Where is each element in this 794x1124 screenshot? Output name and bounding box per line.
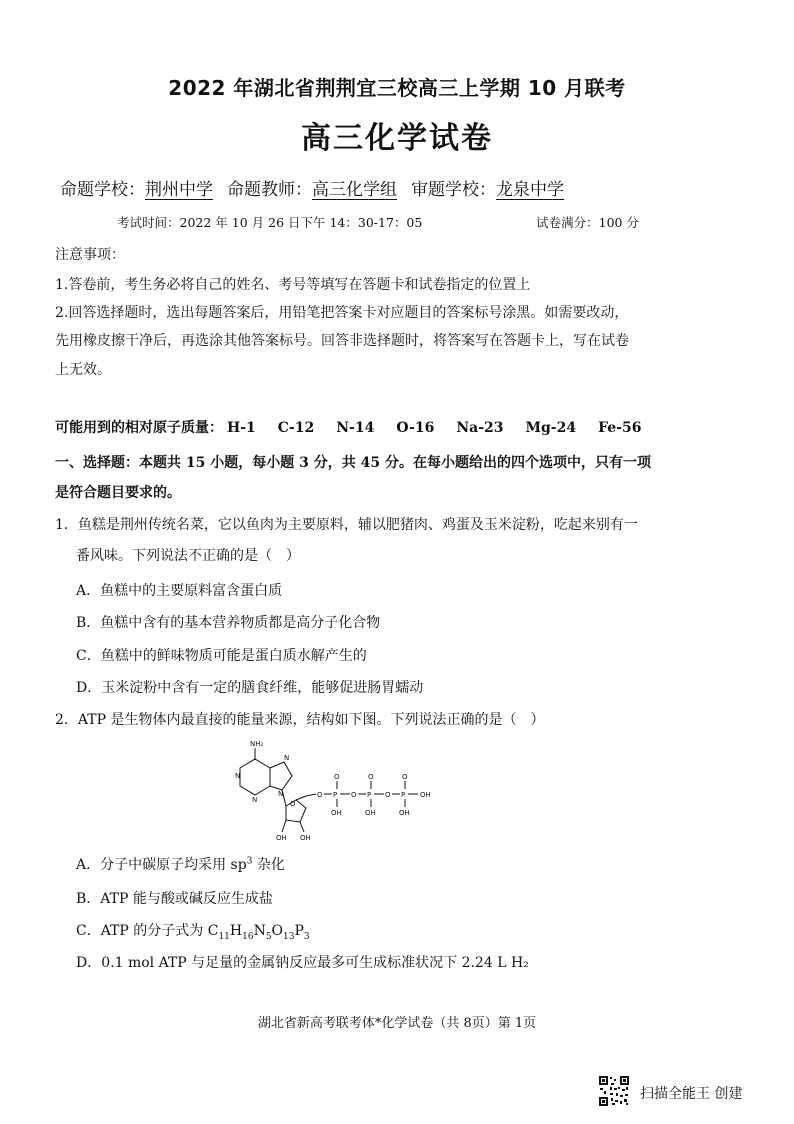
note-item-2-line-2: 先用橡皮擦干净后，再选涂其他答案标号。回答非选择题时，将答案写在答题卡上，写在试卷 xyxy=(55,333,629,349)
ester-oxygen-label: O xyxy=(317,791,323,799)
nh2-label: NH₂ xyxy=(250,740,264,748)
mass-n: N-14 xyxy=(336,420,375,436)
review-school: 龙泉中学 xyxy=(496,180,564,200)
exam-info-row xyxy=(117,213,639,231)
exam-time: 考试时间：2022 年 10 月 26 日下午 14：30-17：05 xyxy=(117,215,423,230)
q2-stem: 2．ATP 是生物体内最直接的能量来源，结构如下图。下列说法正确的是（ ） xyxy=(55,712,545,728)
n-label-2: N xyxy=(252,796,258,804)
q2-option-d: D．0.1 mol ATP 与足量的金属钠反应最多可生成标准状况下 2.24 L H₂ xyxy=(76,955,529,971)
q1-option-d: D．玉米淀粉中含有一定的膳食纤维，能够促进肠胃蠕动 xyxy=(76,680,424,696)
atp-structure-diagram xyxy=(220,736,440,846)
phosphorus-label-3: P xyxy=(401,791,406,799)
note-item-1: 1.答卷前，考生务必将自己的姓名、考号等填写在答题卡和试卷指定的位置上 xyxy=(55,277,531,293)
page-footer: 湖北省新高考联考体*化学试卷（共 8页）第 1页 xyxy=(257,1016,537,1031)
p3-double-oxygen-label: O xyxy=(402,773,408,781)
phosphorus-label-1: P xyxy=(333,791,338,799)
note-item-2-line-3: 上无效。 xyxy=(55,362,111,378)
q1-option-b: B．鱼糕中含有的基本营养物质都是高分子化合物 xyxy=(76,615,381,631)
phosphorus-label-2: P xyxy=(367,791,372,799)
n-label-4: N xyxy=(278,790,284,798)
bridge-oxygen-label-2: O xyxy=(385,791,391,799)
school-name: 荆州中学 xyxy=(145,180,213,200)
full-score: 试卷满分：100 分 xyxy=(536,215,639,230)
atomic-masses-label: 可能用到的相对原子质量： xyxy=(55,420,223,436)
terminal-oh-label: OH xyxy=(420,791,431,799)
p2-double-oxygen-label: O xyxy=(368,773,374,781)
sugar-oh-label-1: OH xyxy=(300,834,311,842)
p1-double-oxygen-label: O xyxy=(334,773,340,781)
p3-oh-label: OH xyxy=(399,809,410,817)
qr-code-icon xyxy=(598,1075,630,1107)
teacher-name: 高三化学组 xyxy=(312,180,397,200)
notes-title: 注意事项： xyxy=(55,247,125,263)
section1-line-1: 一、选择题：本题共 15 小题，每小题 3 分，共 45 分。在每小题给出的四个选项中，只有一项 xyxy=(55,455,651,471)
teacher-label: 命题教师： xyxy=(227,180,312,200)
q2-option-a: A．分子中碳原子均采用 $sp^3$ 杂化 xyxy=(76,856,285,873)
mass-fe: Fe-56 xyxy=(598,420,642,436)
subject-title: 高三化学试卷 xyxy=(301,121,493,156)
q2-option-c: C．ATP 的分子式为 $C_{11}H_{16}N_5O_{13}P_3$ xyxy=(76,923,310,942)
review-label: 审题学校： xyxy=(411,180,496,200)
mass-c: C-12 xyxy=(277,420,315,436)
atomic-masses xyxy=(55,417,663,437)
school-label: 命题学校： xyxy=(60,180,145,200)
p2-oh-label: OH xyxy=(365,809,376,817)
scanner-watermark: 扫描全能王 创建 xyxy=(640,1086,743,1102)
n-label-1: N xyxy=(235,772,241,780)
exam-title: 2022 年湖北省荆荆宜三校高三上学期 10 月联考 xyxy=(168,76,626,100)
n-label-3: N xyxy=(284,754,290,762)
p1-oh-label: OH xyxy=(331,809,342,817)
q1-option-c: C．鱼糕中的鲜味物质可能是蛋白质水解产生的 xyxy=(76,648,367,664)
ring-oxygen-label: O xyxy=(290,800,296,808)
mass-na: Na-23 xyxy=(456,420,504,436)
q1-stem-line-2: 番风味。下列说法不正确的是（ ） xyxy=(76,548,300,564)
mass-h: H-1 xyxy=(227,420,256,436)
note-item-2-line-1: 2.回答选择题时，选出每题答案后，用铅笔把答案卡对应题目的答案标号涂黑。如需要改动， xyxy=(55,305,629,321)
q1-option-a: A．鱼糕中的主要原料富含蛋白质 xyxy=(76,583,283,599)
q2-option-b: B．ATP 能与酸或碱反应生成盐 xyxy=(76,891,273,907)
mass-mg: Mg-24 xyxy=(525,420,577,436)
authors-line xyxy=(60,175,564,200)
section1-line-2: 是符合题目要求的。 xyxy=(55,485,181,501)
q1-stem-line-1: 1．鱼糕是荆州传统名菜，它以鱼肉为主要原料，辅以肥猪肉、鸡蛋及玉米淀粉，吃起来别有一 xyxy=(55,517,638,533)
sugar-oh-label-2: OH xyxy=(276,834,287,842)
bridge-oxygen-label-1: O xyxy=(351,791,357,799)
mass-o: O-16 xyxy=(396,420,435,436)
